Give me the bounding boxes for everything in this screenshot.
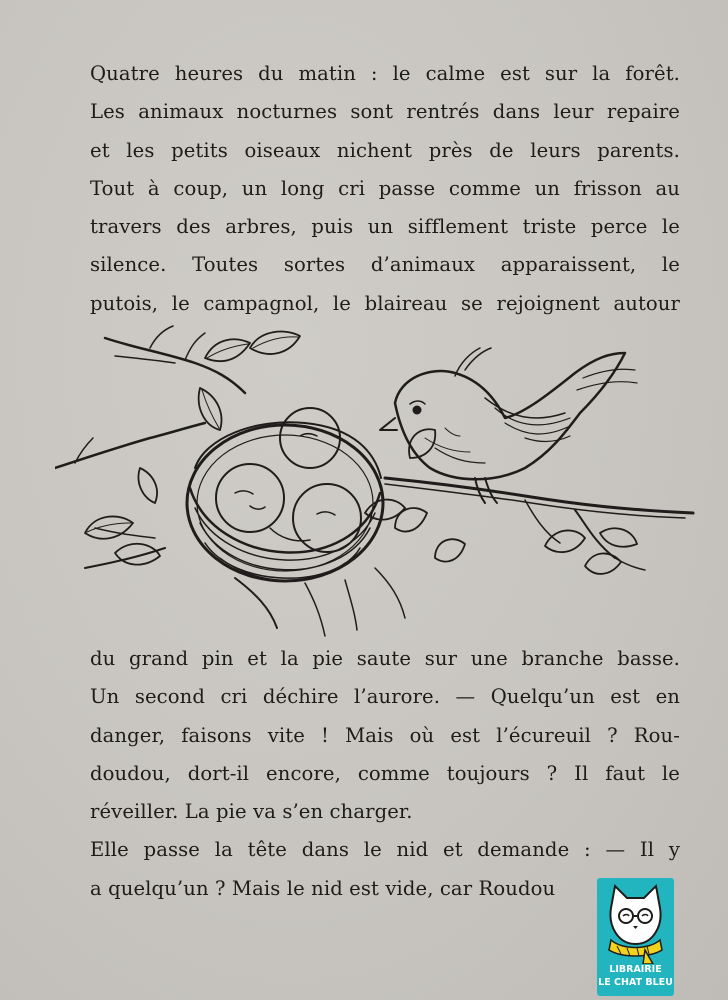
text-line: Les animaux nocturnes sont rentrés dans leur repaire bbox=[90, 100, 680, 124]
cat-logo-icon bbox=[597, 878, 674, 964]
bottom-paragraph bbox=[90, 640, 680, 908]
top-paragraph bbox=[90, 55, 680, 323]
badge-line-1: LIBRAIRIE bbox=[609, 964, 662, 975]
text-line: du grand pin et la pie saute sur une branche basse. bbox=[90, 647, 680, 670]
text-line: danger, faisons vite ! Mais où est l’écureuil ? Rou- bbox=[90, 723, 680, 747]
text-line: Un second cri déchire l’aurore. — Quelqu’un est en bbox=[90, 685, 680, 709]
text-line: Elle passe la tête dans le nid et demande : — Il y bbox=[90, 838, 680, 862]
text-line: travers des arbres, puis un sifflement triste perce le bbox=[90, 215, 680, 239]
text-line: doudou, dort-il encore, comme toujours ? Il faut le bbox=[90, 761, 680, 785]
text-line: Tout à coup, un long cri passe comme un frisson au bbox=[90, 176, 680, 200]
bird-nest-illustration bbox=[55, 318, 700, 643]
text-line: putois, le campagnol, le blaireau se rejoignent autour bbox=[90, 291, 680, 315]
librairie-badge bbox=[597, 878, 674, 996]
text-line: et les petits oiseaux nichent près de leurs parents. bbox=[90, 138, 680, 162]
badge-line-2: LE CHAT BLEU bbox=[598, 977, 673, 988]
text-line: réveiller. La pie va s’en charger. bbox=[90, 800, 413, 824]
text-line: silence. Toutes sortes d’animaux apparaissent, le bbox=[90, 253, 680, 277]
text-line: Quatre heures du matin : le calme est sur la forêt. bbox=[90, 62, 680, 85]
text-line: a quelqu’un ? Mais le nid est vide, car Roudou bbox=[90, 876, 556, 900]
